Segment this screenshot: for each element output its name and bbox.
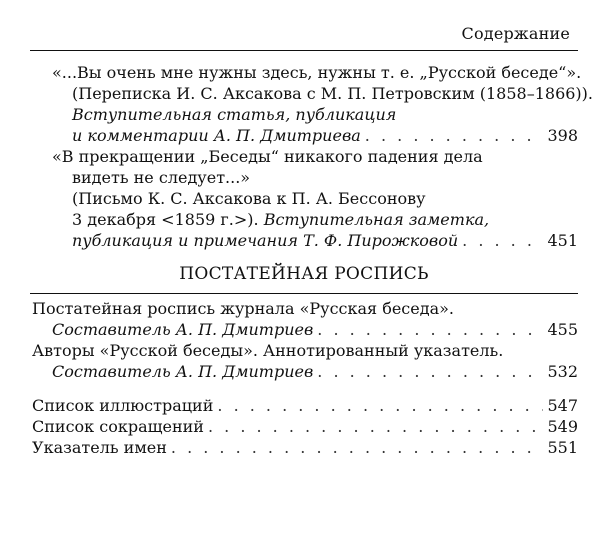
header-rule [30, 50, 578, 51]
index-of-names-page: 551 [547, 438, 578, 457]
entry-1-line-1: «...Вы очень мне нужны здесь, нужны т. е. „Русской беседе“». [52, 63, 582, 82]
section-title: ПОСТАТЕЙНАЯ РОСПИСЬ [179, 264, 429, 284]
entry-2-line-4 [72, 210, 489, 230]
entry-2-leader-row[interactable] [72, 231, 578, 251]
entry-1-line-3: Вступительная статья, публикация [72, 105, 397, 124]
list-illustrations-row[interactable] [32, 396, 578, 416]
list-abbreviations-label: Список сокращений [32, 417, 204, 436]
index-of-names-row[interactable] [32, 438, 578, 458]
dot-leader [208, 417, 543, 437]
dot-leader [462, 231, 543, 251]
entry-1-leader-row[interactable] [72, 126, 578, 146]
dot-leader [217, 396, 543, 416]
index-of-names-label: Указатель имен [32, 438, 167, 457]
entry-2-authors: публикация и примечания Т. Ф. Пирожковой [72, 231, 459, 250]
dot-leader [365, 126, 544, 146]
item-2-page-number: 532 [547, 362, 578, 381]
dot-leader [171, 438, 544, 458]
item-1-compiler: Составитель А. П. Дмитриев [52, 320, 314, 339]
dot-leader [317, 320, 543, 340]
entry-2-page-number: 451 [547, 231, 578, 250]
list-illustrations-page: 547 [547, 396, 578, 415]
dot-leader [317, 362, 543, 382]
list-abbreviations-page: 549 [547, 417, 578, 436]
list-illustrations-label: Список иллюстраций [32, 396, 214, 415]
entry-2-line-3: (Письмо К. С. Аксакова к П. А. Бессонову [72, 189, 426, 208]
item-2-leader-row[interactable] [52, 362, 578, 382]
item-2-line: Авторы «Русской беседы». Аннотированный указатель. [32, 341, 504, 360]
entry-1-line-2: (Переписка И. С. Аксакова с М. П. Петровским (1858–1866)). [72, 84, 593, 103]
item-1-line: Постатейная роспись журнала «Русская беседа». [32, 299, 454, 318]
entry-1-page-number: 398 [547, 126, 578, 145]
item-2-compiler: Составитель А. П. Дмитриев [52, 362, 314, 381]
entry-2-note: Вступительная заметка, [263, 210, 490, 229]
item-1-page-number: 455 [547, 320, 578, 339]
running-title: Содержание [461, 24, 570, 43]
entry-1-authors: и комментарии А. П. Дмитриева [72, 126, 361, 145]
entry-2-date: 3 декабря <1859 г.>). [72, 210, 259, 229]
entry-2-line-2: видеть не следует...» [72, 168, 251, 187]
item-1-leader-row[interactable] [52, 320, 578, 340]
entry-2-line-1: «В прекращении „Беседы“ никакого падения дела [52, 147, 483, 166]
list-abbreviations-row[interactable] [32, 417, 578, 437]
section-rule [30, 293, 578, 294]
